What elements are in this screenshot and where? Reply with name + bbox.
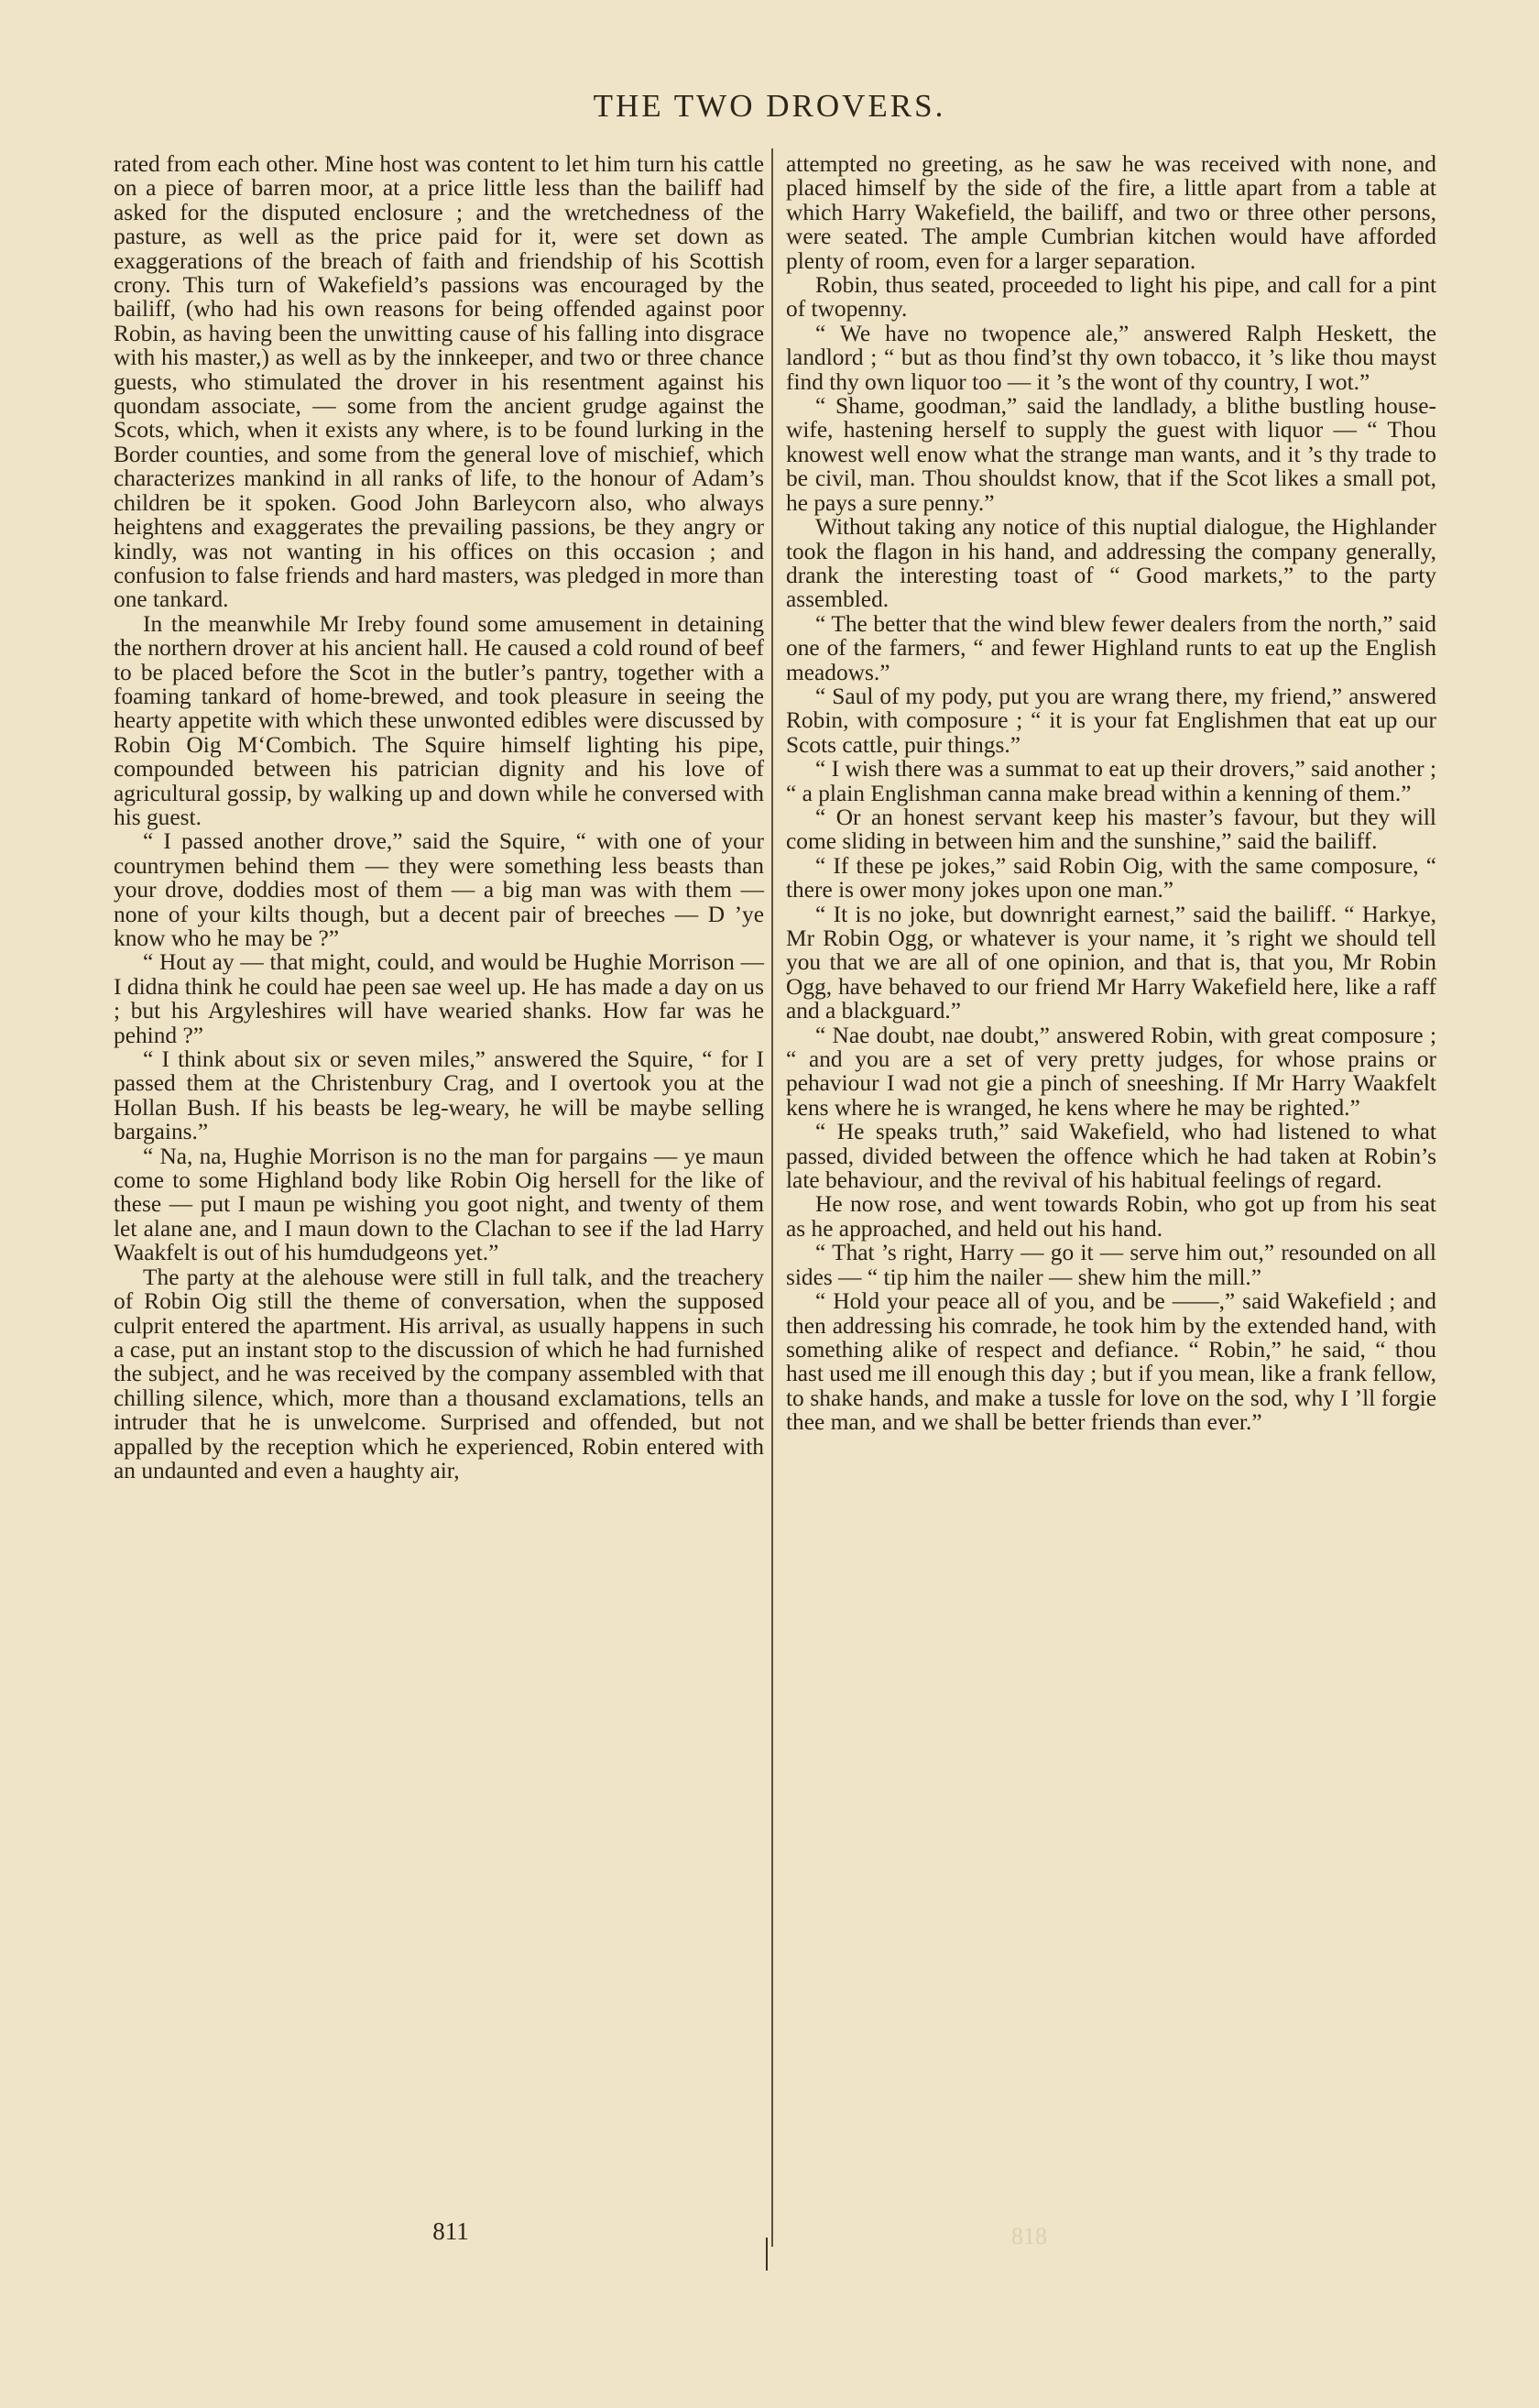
- paragraph: “ Or an honest servant keep his master’s favour, but they will come sliding in between him and the sunshine,” said the bailiff.: [786, 804, 1436, 855]
- running-head: THE TWO DROVERS.: [593, 88, 946, 124]
- paragraph: “ I wish there was a summat to eat up their drovers,” said another ; “ a plain Englishman canna make bread within a kenning of them.”: [786, 756, 1436, 806]
- paragraph: “ I passed another drove,” said the Squire, “ with one of your countrymen behind them — they were something less beasts than your drove, doddies most of them — a big man was with them — none of your kilts though, but a decent pair of breeches — D ’ye know who he may be ?”: [114, 828, 764, 951]
- paragraph: In the meanwhile Mr Ireby found some amusement in detaining the northern drover at his ancient hall. He caused a cold round of beef to be placed before the Scot in the butler’s pantry, together with a foaming tankard of home-brewed, and took pleasure in seeing the hearty appetite with which these unwonted edibles were discussed by Robin Oig M‘Combich. The Squire himself lighting his pipe, compounded between his patrician dignity and his love of agricultural gossip, by walking up and down while he conversed with his guest.: [114, 610, 764, 830]
- paragraph: “ Hold your peace all of you, and be ——,” said Wakefield ; and then addressing his comrade, he took him by the extended hand, with something alike of respect and defiance. “ Robin,” he said, “ thou hast used me ill enough this day ; but if you mean, like a frank fellow, to shake hands, and make a tussle for love on the sod, why I ’ll forgie thee man, and we shall be better friends than ever.”: [786, 1288, 1436, 1436]
- paragraph: “ He speaks truth,” said Wakefield, who had listened to what passed, divided between the offence which he had taken at Robin’s late behaviour, and the revival of his habitual feelings of regard.: [786, 1119, 1436, 1194]
- paragraph: “ We have no twopence ale,” answered Ralph Heskett, the landlord ; “ but as thou find’st thy own tobacco, it ’s like thou mayst find thy own liquor too — it ’s the wont of thy country, I wot.”: [786, 320, 1436, 395]
- right-column: [786, 152, 1436, 1435]
- bleed-through-page-number: 818: [1011, 2223, 1047, 2249]
- paragraph: “ Hout ay — that might, could, and would be Hughie Morrison — I didna think he could hae peen sae weel up. He has made a day on us ; but his Argyleshires will have wearied shanks. How far was he pehind ?”: [114, 949, 764, 1048]
- column-divider: [771, 148, 773, 2247]
- paragraph: “ That ’s right, Harry — go it — serve him out,” resounded on all sides — “ tip him the nailer — shew him the mill.”: [786, 1240, 1436, 1290]
- paragraph: “ Saul of my pody, put you are wrang there, my friend,” answered Robin, with composure ; “ it is your fat Englishmen that eat up our Scots cattle, puir things.”: [786, 683, 1436, 758]
- left-column: [114, 152, 764, 1483]
- paragraph: The party at the alehouse were still in full talk, and the treachery of Robin Oig still the theme of conversation, when the supposed culprit entered the apartment. His arrival, as usually happens in such a case, put an instant stop to the discussion of which he had furnished the subject, and he was received by the company assembled with that chilling silence, which, more than a thousand exclamations, tells an intruder that he is unwelcome. Surprised and offended, but not appalled by the reception which he experienced, Robin entered with an undaunted and even a haughty air,: [114, 1264, 764, 1483]
- paragraph: “ Nae doubt, nae doubt,” answered Robin, with great composure ; “ and you are a set of very pretty judges, for whose prains or pehaviour I wad not gie a pinch of sneeshing. If Mr Harry Waakfelt kens where he is wranged, he kens where he may be righted.”: [786, 1022, 1436, 1121]
- paragraph: He now rose, and went towards Robin, who got up from his seat as he approached, and held out his hand.: [786, 1191, 1436, 1242]
- paragraph: rated from each other. Mine host was content to let him turn his cattle on a piece of barren moor, at a price little less than the bailiff had asked for the disputed enclosure ; and the wretchedness of the pasture, as well as the price paid for it, were set down as exaggerations of the breach of faith and friendship of his Scottish crony. This turn of Wakefield’s passions was encouraged by the bailiff, (who had his own reasons for being offended against poor Robin, as having been the unwitting cause of his falling into disgrace with his master,) as well as by the innkeeper, and two or three chance guests, who stimulated the drover in his resentment against his quondam associate, — some from the ancient grudge against the Scots, which, when it exists any where, is to be found lurking in the Border counties, and some from the general love of mischief, which characterizes mankind in all ranks of life, to the honour of Adam’s children be it spoken. Good John Barleycorn also, who always heightens and exaggerates the prevailing passions, be they angry or kindly, was not wanting in his offices on this occasion ; and confusion to false friends and hard masters, was pledged in more than one tankard.: [114, 151, 764, 613]
- paragraph: attempted no greeting, as he saw he was received with none, and placed himself by the side of the fire, a little apart from a table at which Harry Wakefield, the bailiff, and two or three other persons, were seated. The ample Cumbrian kitchen would have afforded plenty of room, even for a larger separation.: [786, 151, 1436, 274]
- paragraph: “ I think about six or seven miles,” answered the Squire, “ for I passed them at the Christenbury Crag, and I overtook you at the Hollan Bush. If his beasts be leg-weary, he will be maybe selling bargains.”: [114, 1046, 764, 1145]
- paragraph: Without taking any notice of this nuptial dialogue, the Highlander took the flagon in his hand, and addressing the company generally, drank the interesting toast of “ Good markets,” to the party assembled.: [786, 514, 1436, 613]
- page-number: 811: [432, 2217, 469, 2245]
- paragraph: “ The better that the wind blew fewer dealers from the north,” said one of the farmers, “ and fewer Highland runts to eat up the English meadows.”: [786, 610, 1436, 685]
- paragraph: “ Shame, goodman,” said the landlady, a blithe bustling house-wife, hastening herself to supply the guest with liquor — “ Thou knowest well enow what the strange man wants, and it ’s thy trade to be civil, man. Thou shouldst know, that if the Scot likes a small pot, he pays a sure penny.”: [786, 393, 1436, 516]
- paragraph: “ If these pe jokes,” said Robin Oig, with the same composure, “ there is ower mony jokes upon one man.”: [786, 852, 1436, 903]
- column-divider-tail: [766, 2238, 768, 2271]
- paragraph: “ Na, na, Hughie Morrison is no the man for pargains — ye maun come to some Highland body like Robin Oig hersell for the like of these — put I maun pe wishing you goot night, and twenty of them let alane ane, and I maun down to the Clachan to see if the lad Harry Waakfelt is out of his humdudgeons yet.”: [114, 1143, 764, 1266]
- paragraph: Robin, thus seated, proceeded to light his pipe, and call for a pint of twopenny.: [786, 272, 1436, 323]
- paragraph: “ It is no joke, but downright earnest,” said the bailiff. “ Harkye, Mr Robin Ogg, or whatever is your name, it ’s right we should tell you that we are all of one opinion, and that is, that you, Mr Robin Ogg, have behaved to our friend Mr Harry Wakefield here, like a raff and a blackguard.”: [786, 901, 1436, 1024]
